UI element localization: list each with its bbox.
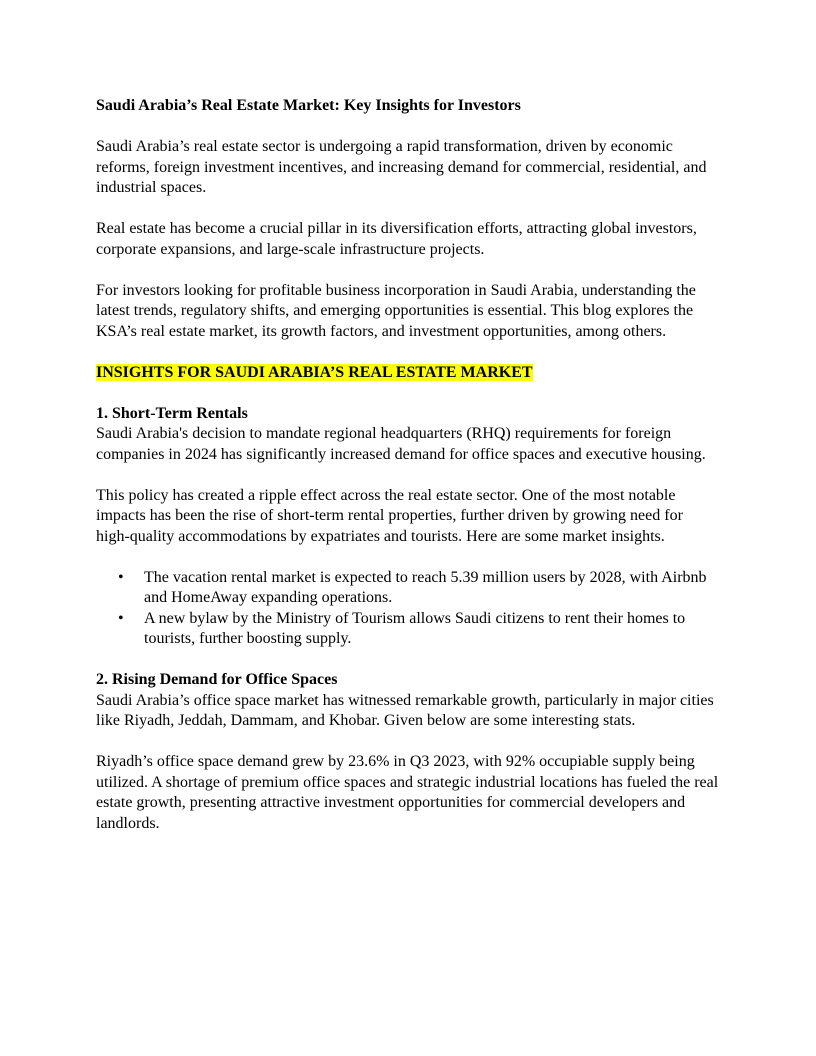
list-item-text: The vacation rental market is expected to reach 5.39 million users by 2028, with Airbnb and HomeAway expanding operations. (144, 568, 707, 606)
intro-paragraph: For investors looking for profitable business incorporation in Saudi Arabia, understanding the latest trends, regulatory shifts, and emerging opportunities is essential. This blog explores the KSA’s real estate market, its growth factors, and investment opportunities, among others. (96, 281, 696, 340)
list-item (96, 568, 720, 609)
bullet-icon: • (118, 609, 124, 627)
subheading-office-spaces: 2. Rising Demand for Office Spaces (96, 671, 338, 688)
document-title: Saudi Arabia’s Real Estate Market: Key Insights for Investors (96, 97, 521, 114)
section-heading (96, 363, 720, 384)
body-paragraph: Saudi Arabia’s office space market has witnessed remarkable growth, particularly in major cities like Riyadh, Jeddah, Dammam, and Khobar. Given below are some interesting stats. (96, 691, 714, 729)
body-paragraph: This policy has created a ripple effect across the real estate sector. One of the most notable impacts has been the rise of short-term rental properties, further driven by growing need for high-quality accommodations by expatriates and tourists. Here are some market insights. (96, 486, 683, 545)
intro-paragraph: Real estate has become a crucial pillar in its diversification efforts, attracting global investors, corporate expansions, and large-scale infrastructure projects. (96, 220, 697, 258)
list-item-text: A new bylaw by the Ministry of Tourism allows Saudi citizens to rent their homes to tourists, further boosting supply. (144, 609, 686, 647)
bullet-list (96, 568, 720, 650)
highlighted-heading-text: INSIGHTS FOR SAUDI ARABIA’S REAL ESTATE MARKET (96, 363, 533, 381)
list-item (96, 609, 720, 650)
intro-paragraph: Saudi Arabia’s real estate sector is undergoing a rapid transformation, driven by economic reforms, foreign investment incentives, and increasing demand for commercial, residential, and industrial spaces. (96, 138, 707, 196)
body-paragraph: Riyadh’s office space demand grew by 23.6% in Q3 2023, with 92% occupiable supply being utilized. A shortage of premium office spaces and strategic industrial locations has fueled the real estate growth, presenting attractive investment opportunities for commercial developers and landlords. (96, 753, 719, 832)
document-page (96, 96, 720, 855)
subheading-short-term-rentals: 1. Short-Term Rentals (96, 404, 248, 422)
body-paragraph: Saudi Arabia's decision to mandate regional headquarters (RHQ) requirements for foreign companies in 2024 has significantly increased demand for office spaces and executive housing. (96, 425, 706, 463)
bullet-icon: • (118, 568, 124, 586)
